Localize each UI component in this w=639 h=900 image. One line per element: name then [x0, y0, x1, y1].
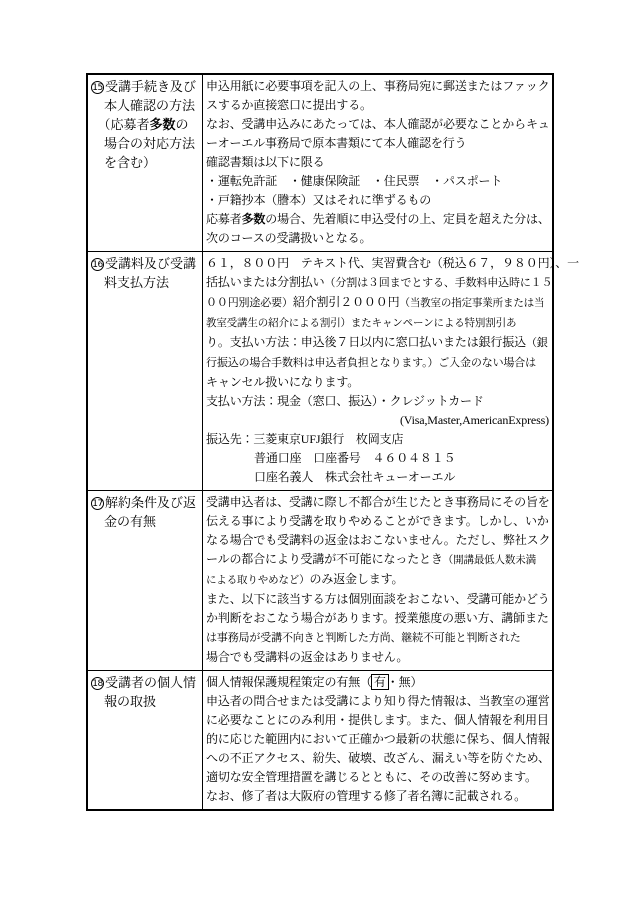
row-17-header-line-2 — [91, 512, 201, 531]
text-segment: 確認書類は以下に限る — [206, 155, 325, 169]
text-segment: 受講者の個人情 — [105, 675, 197, 690]
row-15-content-line-6 — [206, 172, 551, 191]
row-17-content-line-4 — [206, 550, 551, 570]
text-segment: 多数 — [149, 117, 176, 132]
text-segment: 次のコースの受講扱いとなる。 — [206, 231, 372, 245]
row-15-header-line-5 — [91, 153, 201, 172]
table-row-15 — [87, 74, 553, 252]
text-segment: （銀 — [525, 337, 548, 349]
selected-option-box: 有 — [371, 674, 389, 690]
row-15-content-line-9 — [206, 229, 551, 248]
row-18-header-line-1 — [91, 673, 201, 692]
row-16-content-line-11 — [206, 449, 551, 468]
text-segment: 個人情報保護規程策定の有無（ — [206, 675, 372, 689]
row-16-header-line-2 — [91, 273, 201, 292]
text-segment: 紹介割引２０００円 — [292, 295, 400, 309]
text-segment: 的に応じた範囲内において正確かつ最新の状態に保ち、個人情報 — [206, 732, 550, 746]
text-segment: 多数 — [241, 212, 266, 226]
text-segment: 本人確認の方法 — [104, 98, 196, 113]
text-segment: スするか直接窓口に提出する。 — [206, 98, 372, 112]
row-18-content-line-3 — [206, 711, 551, 730]
row-16-content-line-6 — [206, 353, 551, 373]
row-16-content-line-8 — [206, 392, 551, 411]
row-16-content-line-9 — [206, 411, 551, 430]
text-segment: 解約条件及び返 — [105, 495, 197, 510]
row-17-content-line-2 — [206, 512, 551, 531]
text-segment: キャンセル扱いになります。 — [206, 375, 360, 389]
text-segment: 場合でも受講料の返金はありません。 — [206, 650, 409, 664]
terms-table-body — [87, 74, 579, 810]
row-16-content-cell — [203, 252, 579, 491]
text-segment: ・運転免許証 ・健康保険証 ・住民票 ・パスポート — [206, 174, 503, 188]
row-16-header-line-1 — [91, 254, 201, 273]
text-segment: 料支払方法 — [104, 275, 170, 290]
row-18-content-line-7 — [206, 787, 551, 806]
row-16-content-line-10 — [206, 430, 551, 449]
row-18-content-line-1 — [206, 673, 551, 692]
text-segment: 受講手続き及び — [105, 79, 197, 94]
text-segment: 振込先：三菱東京UFJ銀行 枚岡支店 — [206, 432, 404, 446]
row-18-header-line-2 — [91, 692, 201, 711]
row-18-header-cell — [87, 671, 203, 811]
text-segment: （当教室の指定事業所または当 — [399, 298, 545, 309]
text-segment: に必要なことにのみ利用・提供します。また、個人情報を利用目 — [206, 713, 549, 727]
circled-number-17-icon: 17 — [92, 498, 103, 509]
row-17-content-line-8 — [206, 628, 551, 648]
circled-number-15-icon: 15 — [92, 82, 103, 93]
row-18-content-line-4 — [206, 730, 551, 749]
text-segment: 伝える事により受講を取りやめることができます。しかし、いか — [206, 514, 549, 528]
text-segment: 支払い方法：現金（窓口、振込）・クレジットカード — [206, 394, 484, 408]
text-segment: は事務局が受講不向きと判断した方尚、継続不可能と判断された — [206, 632, 521, 644]
row-17-content-line-6 — [206, 590, 551, 609]
row-16-content-line-5 — [206, 333, 551, 353]
text-segment: 教室受講生の紹介による割引）またキャンペーンによる特別割引あ — [206, 318, 517, 329]
text-segment: ールの都合により受講が不可能になったとき — [206, 552, 443, 566]
row-17-content-line-5 — [206, 570, 551, 590]
circled-number-18-icon: 18 — [92, 678, 103, 689]
row-16-content-line-12 — [206, 468, 551, 487]
table-row-17 — [87, 491, 553, 671]
row-15-content-line-1 — [206, 77, 551, 96]
text-segment: なお、修了者は大阪府の管理する修了者名簿に記載される。 — [206, 789, 526, 803]
text-segment: （開講最低人数未満 — [442, 555, 536, 566]
row-15-header-line-4 — [91, 134, 201, 153]
text-segment: なお、受講申込みにあたっては、本人確認が必要なことからキュ — [206, 117, 550, 131]
text-segment: 普通口座 口座番号 ４６０４８１５ — [254, 451, 456, 465]
row-15-content-line-5 — [206, 153, 551, 172]
row-16-content-line-7 — [206, 373, 551, 392]
text-segment: か判断をおこなう場合があります。授業態度の悪い方、講師また — [206, 611, 549, 625]
text-segment: 申込用紙に必要事項を記入の上、事務局宛に郵送またはファック — [206, 79, 550, 93]
text-segment: 申込者の問合せまたは受講により知り得た情報は、当教室の運営 — [206, 694, 550, 708]
text-segment: のみ返金します。 — [309, 572, 404, 586]
row-18-content-line-6 — [206, 768, 551, 787]
row-17-header-cell — [87, 491, 203, 671]
text-segment: の — [175, 117, 189, 132]
row-15-header-line-3 — [91, 115, 201, 134]
text-segment: を含む） — [104, 155, 157, 170]
row-16-content-line-1 — [206, 254, 579, 273]
row-17-content-line-3 — [206, 531, 551, 550]
table-row-18 — [87, 671, 553, 811]
text-segment: ・戸籍抄本（謄本）又はそれに準ずるもの — [206, 193, 432, 207]
text-segment: ーオーエル事務局で原本書類にて本人確認を行う — [206, 136, 467, 150]
text-segment: また、以下に該当する方は個別面談をおこない、受講可能かどう — [206, 592, 550, 606]
row-15-content-line-3 — [206, 115, 551, 134]
row-15-content-line-4 — [206, 134, 551, 153]
text-segment: ００円別途必要） — [206, 297, 293, 309]
row-17-content-line-7 — [206, 609, 551, 628]
text-segment: （応募者 — [97, 117, 150, 132]
text-segment: 場合の対応方法 — [104, 136, 196, 151]
row-17-content-line-1 — [206, 493, 551, 512]
row-15-header-line-1 — [91, 77, 201, 96]
text-segment: なる場合でも受講料の返金はおこないません。ただし、弊社スク — [206, 533, 551, 547]
text-segment: 括払いまたは分割払い — [206, 275, 325, 289]
row-18-content-line-2 — [206, 692, 551, 711]
row-15-content-line-2 — [206, 96, 551, 115]
text-segment: ・無） — [386, 675, 423, 689]
text-segment: 適切な安全管理措置を講じるとともに、その改善に努めます。 — [206, 770, 537, 784]
text-segment: による取りやめなど） — [206, 575, 310, 586]
text-segment: 応募者 — [206, 212, 242, 226]
text-segment: 行振込の場合手数料は申込者負担となります。）ご入金のない場合は — [206, 357, 536, 369]
circled-number-16-icon: 16 — [92, 259, 103, 270]
terms-table — [86, 73, 579, 811]
row-16-content-line-2 — [206, 273, 551, 293]
row-16-header-cell — [87, 252, 203, 491]
text-segment: 受講申込者は、受講に際し不都合が生じたとき事務局にその旨を — [206, 495, 550, 509]
text-segment: の場合、先着順に申込受付の上、定員を超えた分は、 — [265, 212, 550, 226]
row-18-content-cell — [203, 671, 554, 811]
table-row-16 — [87, 252, 553, 491]
row-16-content-line-3 — [206, 293, 551, 313]
row-15-header-cell — [87, 74, 203, 252]
text-segment: 金の有無 — [104, 514, 157, 529]
text-segment: ６１，８００円 テキスト代、実習費含む（税込６７，９８０円）、一 — [206, 256, 579, 270]
text-segment: 報の取扱 — [104, 694, 157, 709]
row-18-content-line-5 — [206, 749, 551, 768]
text-segment: 受講料及び受講 — [105, 256, 197, 271]
text-segment: (Visa,Master,AmericanExpress) — [399, 413, 549, 427]
text-segment: （分割は３回までとする、手数料申込時に１５ — [324, 277, 553, 289]
row-17-header-line-1 — [91, 493, 201, 512]
row-15-content-line-7 — [206, 191, 551, 210]
row-16-content-line-4 — [206, 313, 551, 333]
text-segment: への不正アクセス、紛失、破壊、改ざん、漏えい等を防ぐため、 — [206, 751, 550, 765]
row-17-content-cell — [203, 491, 554, 671]
row-15-content-cell — [203, 74, 554, 252]
row-15-content-line-8 — [206, 210, 551, 229]
row-17-content-line-9 — [206, 648, 551, 667]
text-segment: 口座名義人 株式会社キューオーエル — [254, 470, 456, 484]
row-15-header-line-2 — [91, 96, 201, 115]
text-segment: り。支払い方法：申込後７日以内に窓口払いまたは銀行振込 — [206, 335, 526, 349]
